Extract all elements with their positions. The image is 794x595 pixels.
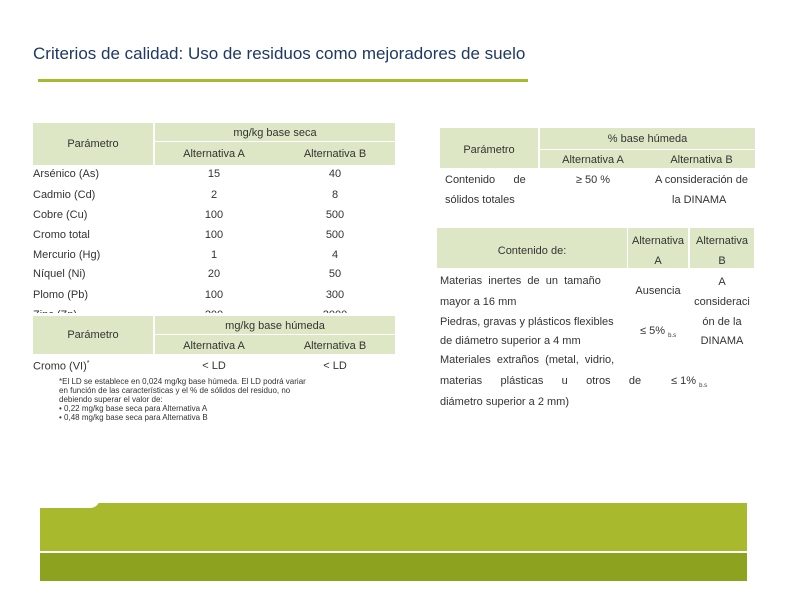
foreign-row2-a-sub: b.s — [668, 333, 677, 340]
metal-row-name: Cobre (Cu) — [33, 209, 88, 221]
solids-row-line1: Contenido de — [445, 174, 526, 186]
cromo-row-footnote-mark: * — [86, 360, 90, 367]
page-title: Criterios de calidad: Uso de residuos como mejoradores de suelo — [33, 44, 526, 63]
foreign-b-merged-line: DINAMA — [700, 335, 744, 347]
foreign-row3-a — [671, 375, 707, 389]
footer-band-light — [40, 503, 747, 551]
foreign-row3-line2: materias plásticas u otros de — [440, 375, 642, 387]
foreign-alt-b-header-1: Alternativa — [696, 235, 748, 247]
solids-row-b-line2: la DINAMA — [672, 194, 727, 206]
title-underline — [38, 79, 528, 82]
solids-row-b-line1: A consideración de — [655, 174, 748, 186]
cromo-alt-b-header: Alternativa B — [303, 340, 367, 352]
metal-row-a: 1 — [210, 249, 218, 261]
metal-row-b: 500 — [325, 229, 345, 241]
cromo-note-line: *El LD se establece en 0,024 mg/kg base húmeda. El LD podrá variar — [59, 377, 306, 386]
solids-alt-b-header: Alternativa B — [670, 154, 733, 166]
metal-row-clipped — [33, 306, 395, 313]
cromo-alt-a-header: Alternativa A — [183, 340, 245, 352]
foreign-alt-a-header-2: A — [654, 255, 662, 267]
foreign-b-merged-line: consideraci — [694, 296, 750, 308]
solids-alt-a-header: Alternativa A — [562, 154, 624, 166]
foreign-b-merged-line: ón de la — [702, 316, 742, 328]
foreign-row2-a-value: ≤ 5% — [640, 325, 669, 337]
foreign-row3-line3: diámetro superior a 2 mm) — [440, 396, 569, 408]
cromo-row-name — [33, 360, 90, 373]
cromo-note-line: en función de las características y el % de sólidos del residuo, no — [59, 386, 291, 395]
cromo-row-label: Cromo (VI) — [33, 360, 87, 373]
footer-band-notch — [40, 498, 100, 508]
cromo-note-line: debiendo superar el valor de: — [59, 395, 163, 404]
metal-row-a: 2 — [210, 189, 218, 201]
cromo-row-a: < LD — [202, 360, 226, 372]
metals-group-header: mg/kg base seca — [233, 127, 317, 139]
metal-row-b: 50 — [328, 268, 342, 280]
metal-row-a: 100 — [204, 289, 224, 301]
metal-row-a: 15 — [207, 168, 221, 180]
foreign-row3-line1: Materiales extraños (metal, vidrio, — [440, 354, 615, 366]
metal-row-a: 100 — [204, 209, 224, 221]
foreign-row2-line2: de diámetro superior a 4 mm — [440, 335, 581, 347]
metals-param-header: Parámetro — [67, 138, 119, 150]
footer-band-dark — [40, 553, 747, 581]
metal-row-name: Mercurio (Hg) — [33, 249, 101, 261]
foreign-alt-a-header-1: Alternativa — [632, 235, 684, 247]
foreign-row1-line2: mayor a 16 mm — [440, 296, 517, 308]
cromo-group-header: mg/kg base húmeda — [225, 320, 325, 332]
cromo-row-b: < LD — [323, 360, 347, 372]
metal-row-b: 40 — [328, 168, 342, 180]
foreign-row3-a-value: ≤ 1% — [671, 375, 700, 387]
foreign-row1-line1: Materias inertes de un tamaño — [440, 275, 601, 287]
cromo-note-line: • 0,22 mg/kg base seca para Alternativa A — [59, 404, 208, 413]
metal-row-b: 500 — [325, 209, 345, 221]
solids-row-a: ≥ 50 % — [575, 174, 611, 186]
foreign-alt-b-header-2: B — [718, 255, 726, 267]
metal-row-a: 20 — [207, 268, 221, 280]
cromo-note-line: • 0,48 mg/kg base seca para Alternativa B — [59, 413, 208, 422]
solids-group-header: % base húmeda — [607, 133, 688, 145]
foreign-row2-a — [640, 325, 676, 339]
metal-row-b: 8 — [331, 189, 339, 201]
solids-param-header: Parámetro — [463, 144, 515, 156]
metals-alt-a-header: Alternativa A — [183, 148, 245, 160]
solids-row-line2: sólidos totales — [445, 194, 515, 206]
cromo-param-header: Parámetro — [67, 329, 119, 341]
metals-alt-b-header: Alternativa B — [303, 148, 367, 160]
metal-row-b: 300 — [325, 289, 345, 301]
metal-row-name: Cadmio (Cd) — [33, 189, 96, 201]
metal-row-name: Plomo (Pb) — [33, 289, 89, 301]
foreign-row1-a: Ausencia — [635, 285, 681, 297]
metal-row-name: Cromo total — [33, 229, 90, 241]
foreign-row2-line1: Piedras, gravas y plásticos flexibles — [440, 316, 614, 328]
foreign-b-merged-line: A — [718, 276, 726, 288]
metal-row-a: 100 — [204, 229, 224, 241]
metal-row-name: Níquel (Ni) — [33, 268, 86, 280]
metal-row-name: Arsénico (As) — [33, 168, 100, 180]
foreign-content-header: Contenido de: — [497, 245, 567, 257]
metal-row-b: 4 — [331, 249, 339, 261]
foreign-row3-a-sub: b.s — [699, 383, 708, 390]
